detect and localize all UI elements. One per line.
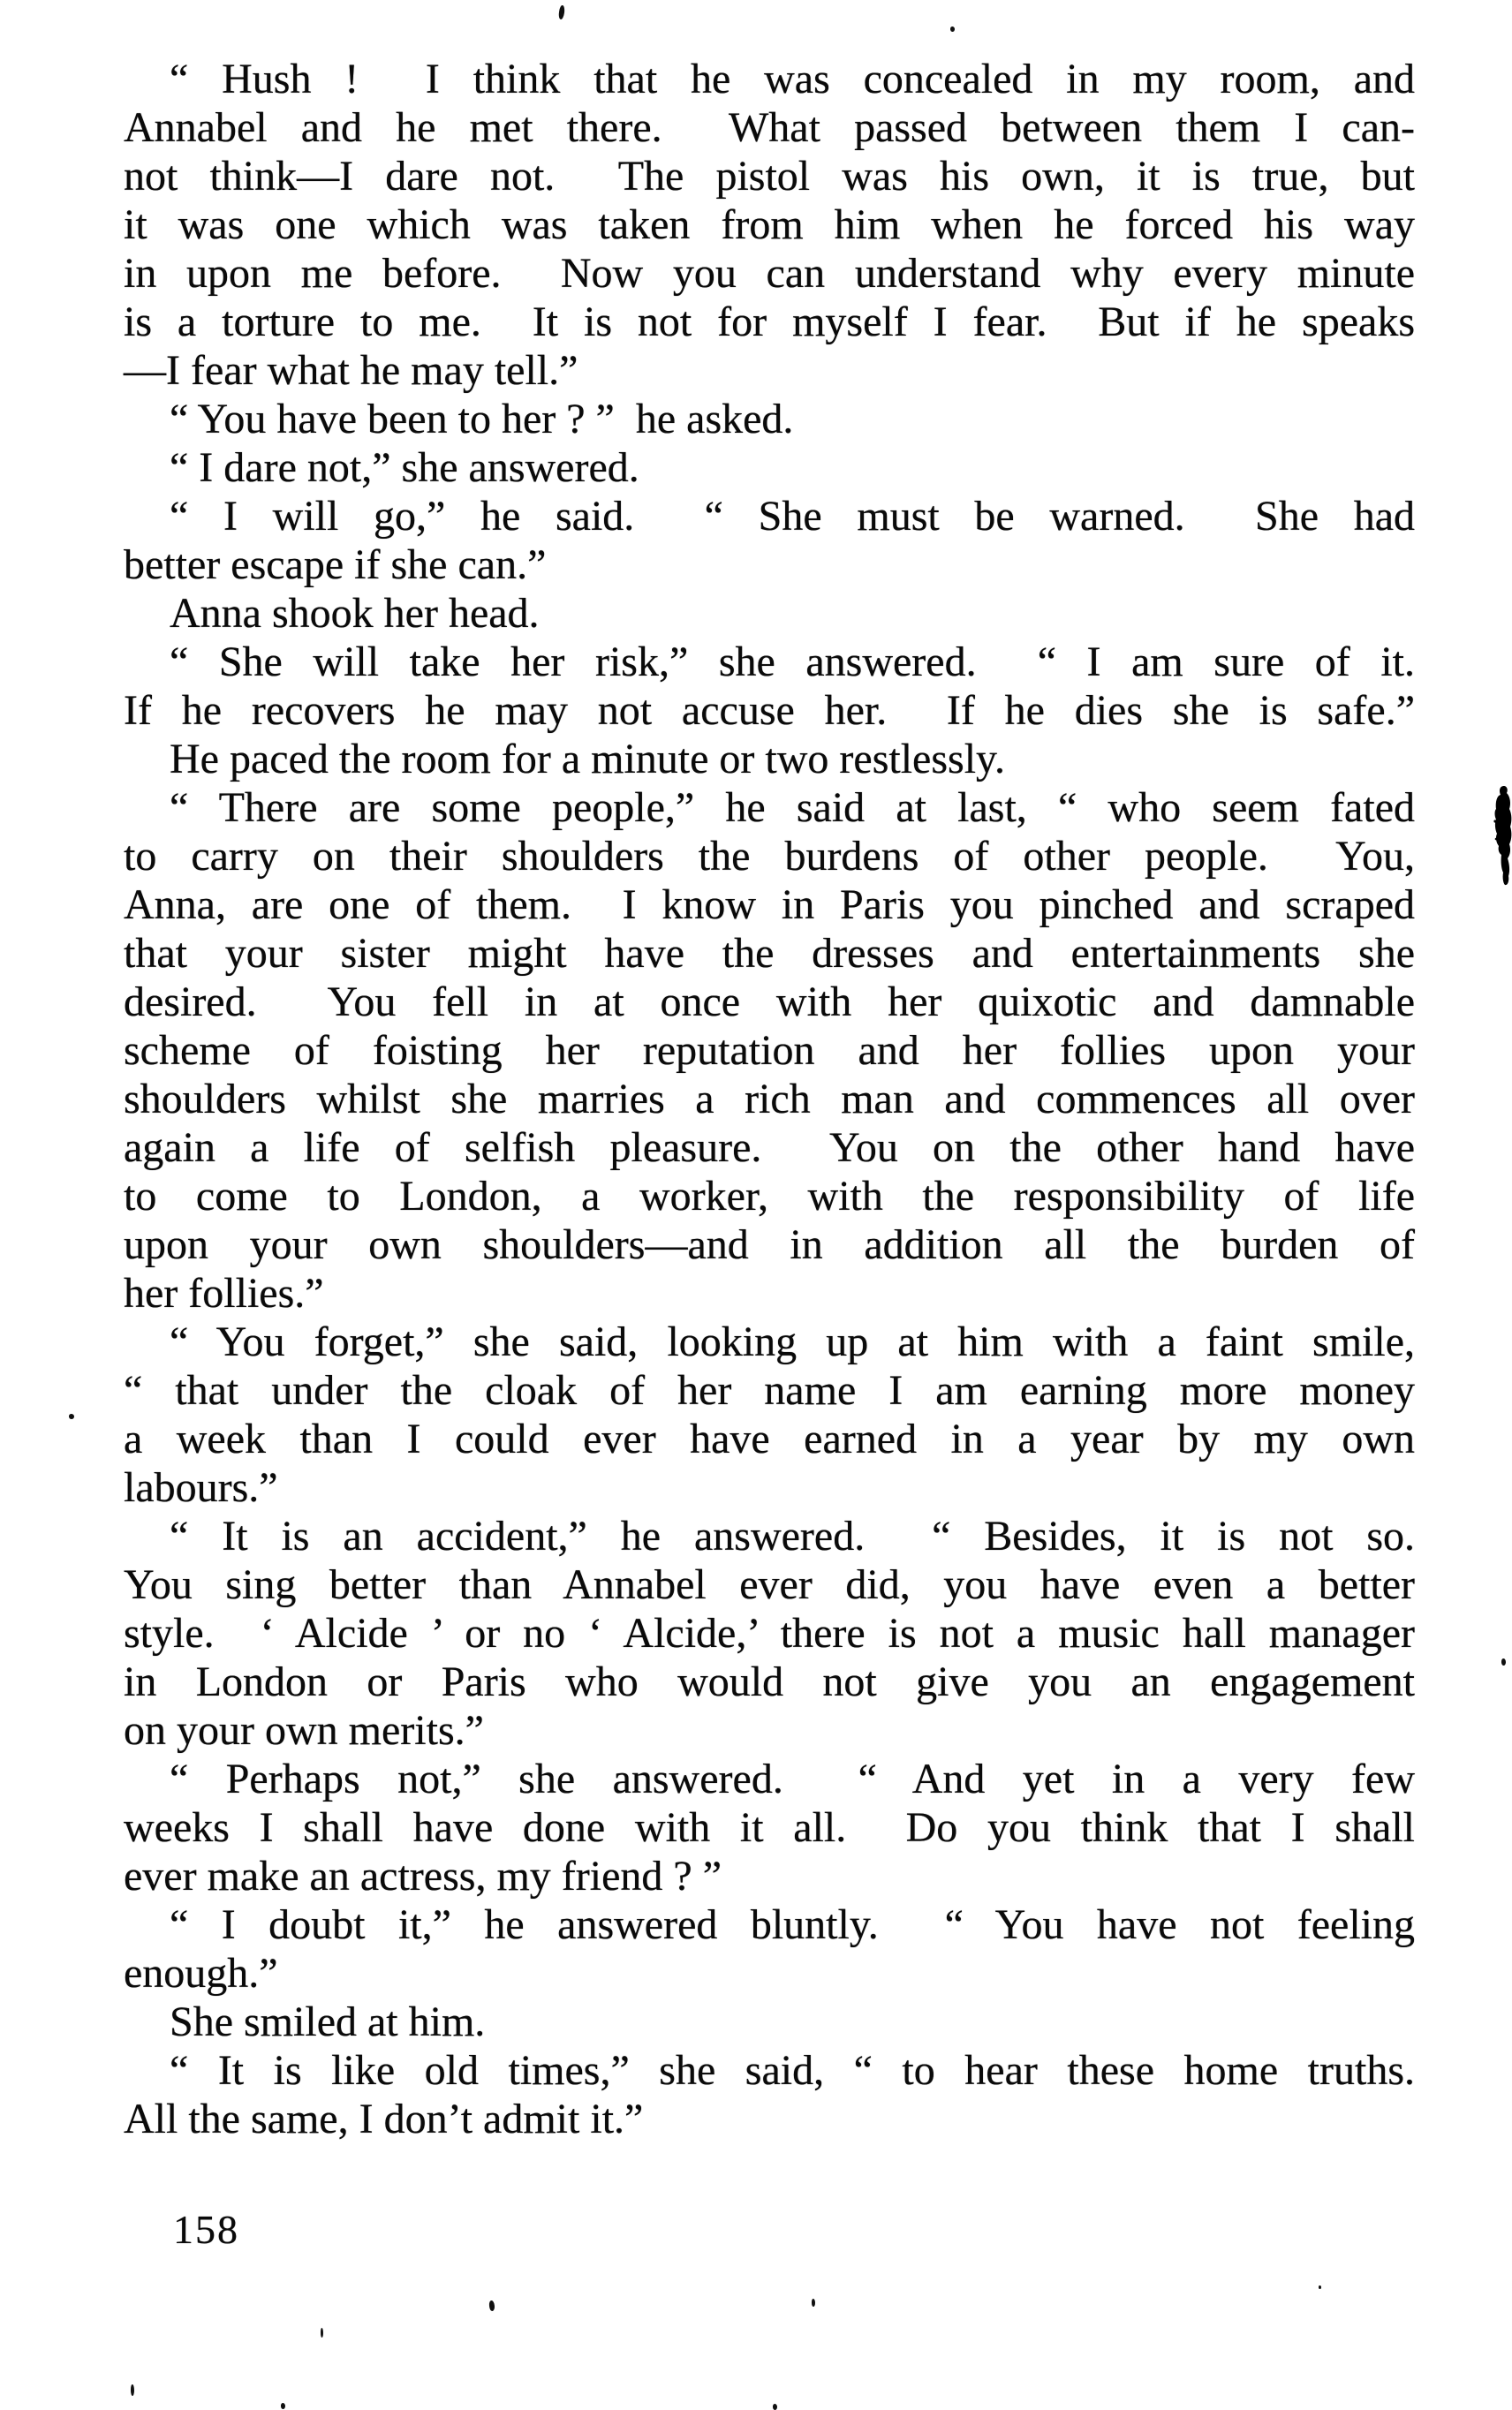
page-number: 158 [173, 2207, 239, 2252]
ink-speck [812, 2299, 815, 2307]
ink-blob-artifact [1493, 784, 1512, 888]
text-line: weeks I shall have done with it all. Do you think that I shall [124, 1804, 1415, 1851]
ink-speck [321, 2328, 323, 2338]
text-line: “ that under the cloak of her name I am earning more money [124, 1367, 1415, 1414]
text-line: upon your own shoulders—and in addition all the burden of [124, 1221, 1415, 1268]
text-line: style. ‘ Alcide ’ or no ‘ Alcide,’ there is not a music hall manager [124, 1610, 1415, 1657]
ink-speck [950, 26, 955, 32]
ink-speck [281, 2403, 285, 2409]
text-line: her follies.” [124, 1270, 324, 1317]
text-line: Annabel and he met there. What passed between them I can- [124, 104, 1415, 151]
text-line: not think—I dare not. The pistol was his own, it is true, but [124, 153, 1415, 200]
text-line: on your own merits.” [124, 1707, 484, 1754]
text-line: “ You have been to her ? ” he asked. [170, 396, 794, 442]
text-line: to come to London, a worker, with the responsibility of life [124, 1173, 1415, 1220]
text-line: “ It is an accident,” he answered. “ Besides, it is not so. [170, 1513, 1415, 1560]
page-text [124, 55, 1415, 2143]
text-line: “ She will take her risk,” she answered. “ I am sure of it. [170, 638, 1415, 685]
text-line: “ Hush ! I think that he was concealed in my room, and [170, 56, 1415, 102]
text-line: “ I will go,” he said. “ She must be warned. She had [170, 493, 1415, 540]
text-line: labours.” [124, 1464, 278, 1511]
text-line: that your sister might have the dresses and entertainments she [124, 930, 1415, 977]
text-line: better escape if she can.” [124, 541, 547, 588]
text-line: scheme of foisting her reputation and her follies upon your [124, 1027, 1415, 1074]
text-line: —I fear what he may tell.” [124, 347, 578, 394]
text-line: desired. You fell in at once with her quixotic and damnable [124, 978, 1415, 1025]
text-line: “ It is like old times,” she said, “ to hear these home truths. [170, 2047, 1415, 2094]
text-line: is a torture to me. It is not for myself I fear. But if he speaks [124, 298, 1415, 345]
text-line: “ I dare not,” she answered. [170, 444, 639, 491]
ink-speck [489, 2300, 495, 2311]
text-line: “ You forget,” she said, looking up at him with a faint smile, [170, 1318, 1415, 1365]
text-line: in London or Paris who would not give you an engagement [124, 1658, 1415, 1705]
text-line: All the same, I don’t admit it.” [124, 2096, 644, 2142]
text-line: it was one which was taken from him when he forced his way [124, 201, 1415, 248]
text-line: “ There are some people,” he said at last, “ who seem fated [170, 784, 1415, 831]
ink-speck [69, 1414, 74, 1419]
text-line: He paced the room for a minute or two restlessly. [170, 736, 1005, 782]
text-line: She smiled at him. [170, 1998, 486, 2045]
text-line: in upon me before. Now you can understand why every minute [124, 250, 1415, 297]
text-line: shoulders whilst she marries a rich man and commences all over [124, 1076, 1415, 1122]
text-line: to carry on their shoulders the burdens of other people. You, [124, 833, 1415, 880]
text-line: If he recovers he may not accuse her. If he dies she is safe.” [124, 687, 1415, 734]
text-line: Anna shook her head. [170, 590, 540, 637]
text-line: You sing better than Annabel ever did, you have even a better [124, 1561, 1415, 1608]
ink-speck [131, 2384, 134, 2396]
text-line: “ Perhaps not,” she answered. “ And yet in a very few [170, 1756, 1415, 1802]
text-line: Anna, are one of them. I know in Paris you pinched and scraped [124, 881, 1415, 928]
text-line: again a life of selfish pleasure. You on the other hand have [124, 1124, 1415, 1171]
text-line: “ I doubt it,” he answered bluntly. “ You have not feeling [170, 1901, 1415, 1948]
ink-speck [1501, 1658, 1506, 1666]
ink-speck [558, 5, 565, 20]
ink-speck [1319, 2285, 1321, 2289]
text-line: ever make an actress, my friend ? ” [124, 1853, 722, 1900]
text-line: enough.” [124, 1950, 278, 1997]
text-line: a week than I could ever have earned in a year by my own [124, 1416, 1415, 1462]
